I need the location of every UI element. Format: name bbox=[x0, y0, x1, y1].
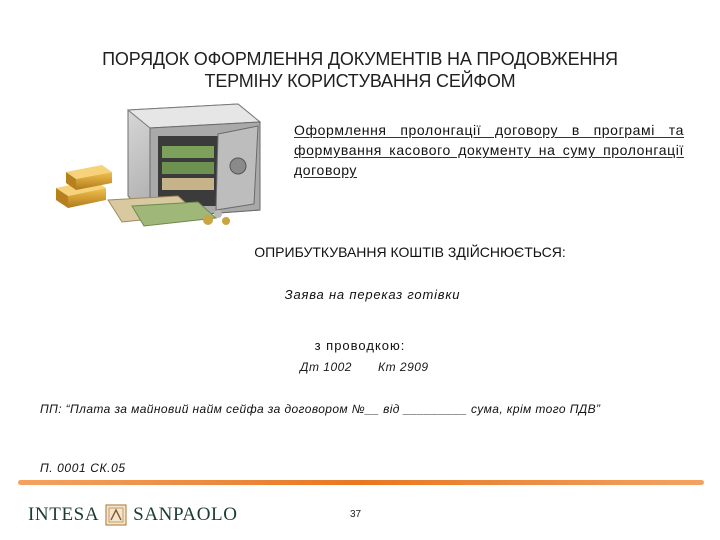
title-line-2: ТЕРМІНУ КОРИСТУВАННЯ СЕЙФОМ bbox=[204, 71, 516, 91]
symbol-code: П. 0001 СК.05 bbox=[40, 461, 126, 475]
brand-logo bbox=[28, 503, 238, 527]
credit-account: Кт 2909 bbox=[378, 360, 429, 374]
page-title bbox=[40, 48, 680, 92]
brand-right-text: SANPAOLO bbox=[133, 504, 238, 525]
safe-with-money-icon bbox=[48, 100, 283, 230]
title-line-1: ПОРЯДОК ОФОРМЛЕННЯ ДОКУМЕНТІВ НА ПРОДОВЖЕННЯ bbox=[102, 49, 618, 69]
posting-label: з проводкою: bbox=[314, 338, 406, 353]
intro-text bbox=[294, 120, 684, 180]
footer-divider bbox=[18, 480, 704, 485]
brand-left-text: INTESA bbox=[28, 504, 100, 525]
page-number: 37 bbox=[350, 509, 362, 520]
intro-text-content: Оформлення пролонгації договору в програмі та формування касового документу на суму пролонгації договору bbox=[294, 122, 684, 178]
debit-account: Дт 1002 bbox=[300, 360, 352, 374]
transfer-document-name: Заява на переказ готівки bbox=[284, 287, 461, 302]
payment-purpose: ПП: “Плата за майновий найм сейфа за договором №__ від _________ сума, крім того ПДВ” bbox=[40, 402, 601, 416]
section-heading: ОПРИБУТКУВАННЯ КОШТІВ ЗДІЙСНЮЄТЬСЯ: bbox=[254, 244, 566, 260]
emblem-icon bbox=[105, 504, 127, 526]
